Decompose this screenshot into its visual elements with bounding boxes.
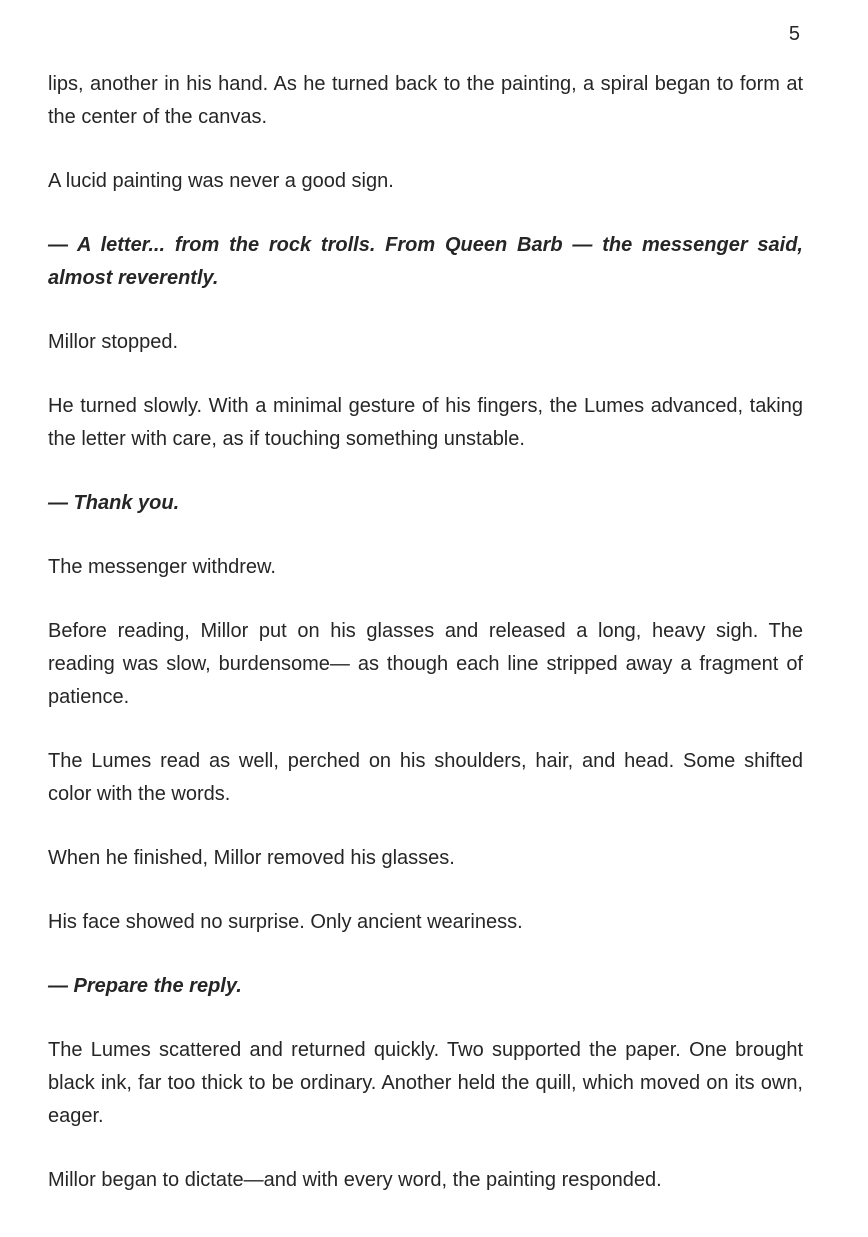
paragraph-dialogue: — Thank you. <box>48 492 180 514</box>
paragraph: The messenger withdrew. <box>48 556 276 578</box>
paragraph-dialogue: — Prepare the reply. <box>48 975 242 997</box>
paragraph: Before reading, Millor put on his glasses and released a long, heavy sigh. The reading was slow, burdensome— as though each line stripped away a fragment of patience. <box>48 620 803 708</box>
paragraph: lips, another in his hand. As he turned back to the painting, a spiral began to form at the center of the canvas. <box>48 73 803 128</box>
page-content <box>48 68 803 1228</box>
paragraph: The Lumes read as well, perched on his shoulders, hair, and head. Some shifted color with the words. <box>48 750 803 805</box>
paragraph: When he finished, Millor removed his glasses. <box>48 847 455 869</box>
paragraph: His face showed no surprise. Only ancient weariness. <box>48 911 523 933</box>
paragraph: Millor stopped. <box>48 331 179 353</box>
paragraph-dialogue: — A letter... from the rock trolls. From Queen Barb — the messenger said, almost reverently. <box>48 234 803 289</box>
paragraph: He turned slowly. With a minimal gesture of his fingers, the Lumes advanced, taking the letter with care, as if touching something unstable. <box>48 395 803 450</box>
paragraph: Millor began to dictate—and with every word, the painting responded. <box>48 1169 662 1191</box>
paragraph: A lucid painting was never a good sign. <box>48 170 394 192</box>
page-number: 5 <box>788 23 800 45</box>
paragraph: The Lumes scattered and returned quickly. Two supported the paper. One brought black ink, far too thick to be ordinary. Another held the quill, which moved on its own, eager. <box>48 1039 803 1127</box>
